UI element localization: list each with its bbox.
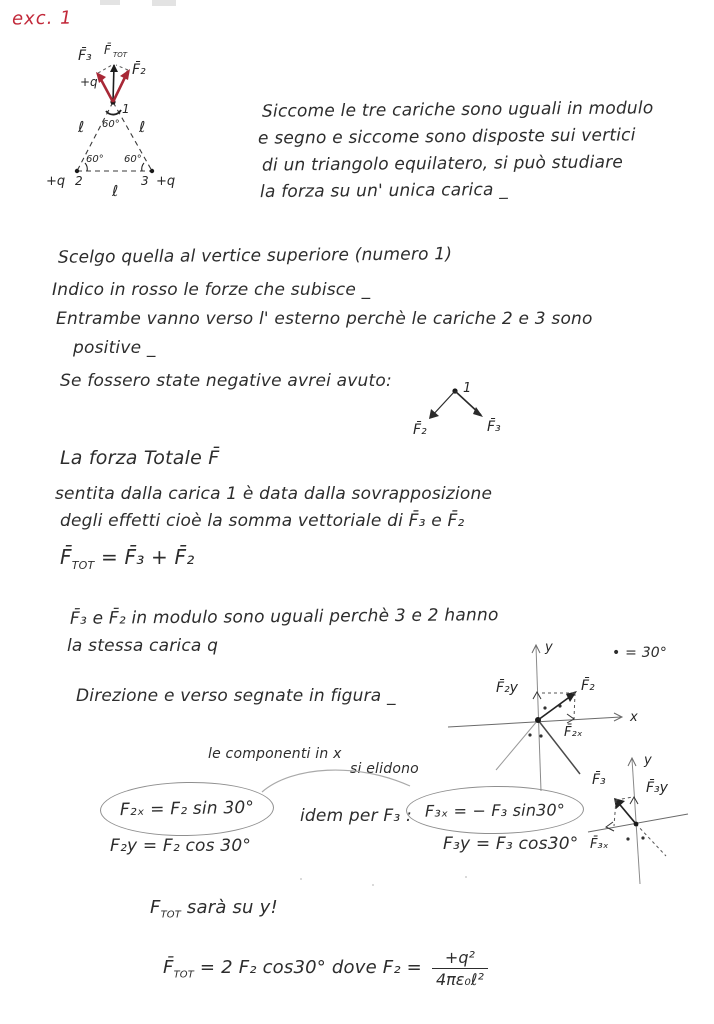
vertex-2-label: 2 — [75, 174, 83, 188]
f3-components-figure — [576, 744, 714, 894]
side-bottom-label: ℓ — [112, 182, 119, 200]
components-note-1: le componenti in x — [208, 746, 342, 762]
intro-line-3: di un triangolo equilatero, si può studiare — [261, 152, 624, 176]
triangle-charges-figure — [20, 28, 235, 238]
f2x-label: F̄₂ₓ — [564, 725, 583, 740]
charge-right-label: +q — [156, 174, 176, 189]
negative-case-figure — [400, 376, 530, 446]
statement-indico: Indico in rosso le forze che subisce _ — [52, 280, 371, 300]
ftot-label-base: F̄ — [104, 43, 111, 57]
side-left-label: ℓ — [78, 118, 85, 136]
f2-arrow — [113, 69, 130, 102]
statement-direzione: Direzione e verso segnate in figura _ — [76, 686, 396, 706]
f2y-label: F̄₂y — [496, 680, 518, 696]
statement-choose: Scelgo quella al vertice superiore (numero 1) — [57, 244, 453, 268]
vertex-3-label: 3 — [141, 174, 149, 188]
intro-line-4: la forza su un' unica carica _ — [259, 179, 509, 203]
coulomb-fraction — [432, 948, 488, 990]
final-equation-row — [163, 948, 488, 990]
f3-neg-label: F̄₃ — [487, 419, 501, 435]
f2-neg-label: F̄₂ — [413, 422, 427, 438]
angle-top-label: 60° — [102, 119, 120, 130]
y-axis-label: y — [545, 640, 553, 655]
scan-artifact — [152, 0, 176, 6]
x-axis-label: x — [630, 710, 638, 725]
angle-left-label: 60° — [86, 154, 104, 165]
origin-dot — [634, 822, 639, 827]
f3-arrow — [96, 72, 113, 102]
angle-right-label: 60° — [124, 154, 142, 165]
f2y-formula: F₂y = F₂ cos 30° — [110, 836, 252, 856]
angle-dots — [626, 836, 644, 840]
y-axis-label: y — [644, 753, 652, 768]
statement-totale-3: degli effetti cioè la somma vettoriale di F̄₃ e F̄₂ — [60, 511, 465, 531]
fraction-denominator: 4πε₀ℓ² — [432, 968, 488, 990]
final-equation: $F̄_{TOT} = 2$ F₂ cos30° dove F₂ = — [163, 957, 422, 981]
intro-line-2: e segno e siccome sono disposte sui vertici — [257, 125, 636, 149]
charge-left-label: +q — [46, 174, 66, 189]
f3-vector-arrow — [614, 798, 636, 824]
fraction-numerator: +q² — [444, 948, 475, 967]
vertex-1-label: 1 — [122, 102, 130, 116]
f2-label: F̄₂ — [132, 62, 146, 78]
angle-dot-legend: • = 30° — [612, 645, 668, 661]
f2x-formula: F₂ₓ = F₂ sin 30° — [119, 797, 255, 821]
f3y-label: F̄₃y — [646, 780, 668, 796]
idem-note: idem per F₃ : — [300, 806, 412, 826]
statement-negative: Se fossero state negative avrei avuto: — [60, 371, 392, 391]
side-right-label: ℓ — [139, 118, 146, 136]
f3x-formula: F₃ₓ = − F₃ sin30° — [424, 799, 566, 821]
scan-speckle — [300, 878, 302, 880]
statement-moduli-1: F̄₃ e F̄₂ in modulo sono uguali perchè 3 e 2 hanno — [69, 605, 499, 629]
ftot-on-y-note: $F_{TOT}$ sarà su y! — [150, 897, 278, 921]
ftot-label-sub: TOT — [113, 51, 128, 59]
f2-vector-arrow — [538, 691, 577, 720]
f3-label: F̄₃ — [78, 48, 92, 64]
f3x-formula-oval — [406, 785, 584, 835]
f3x-label: F̄₃ₓ — [590, 837, 609, 852]
ftot-equation: $F̄_{TOT}$ = F̄₃ + F̄₂ — [60, 545, 195, 572]
f3-vector-label: F̄₃ — [592, 772, 606, 788]
statement-entrambe-1: Entrambe vanno verso l' esterno perchè le cariche 2 e 3 sono — [56, 309, 593, 329]
scan-speckle — [372, 884, 374, 886]
components-note-2: si elidono — [350, 761, 419, 777]
scan-artifact — [100, 0, 120, 5]
point-1-label: 1 — [463, 381, 472, 396]
scan-speckle — [465, 876, 467, 878]
exercise-label: exc. 1 — [11, 7, 73, 30]
f2-neg-arrow — [429, 391, 455, 419]
f2-vector-label: F̄₂ — [581, 678, 595, 694]
charge-top-label: +q — [80, 75, 98, 89]
statement-totale-2: sentita dalla carica 1 è data dalla sovrapposizione — [55, 484, 493, 504]
statement-totale-1: La forza Totale F̄ — [60, 447, 220, 469]
f3y-formula: F₃y = F₃ cos30° — [443, 834, 579, 854]
intro-line-1: Siccome le tre cariche sono uguali in modulo — [261, 98, 654, 122]
statement-moduli-2: la stessa carica q — [67, 636, 219, 656]
statement-entrambe-2: positive _ — [73, 338, 156, 358]
